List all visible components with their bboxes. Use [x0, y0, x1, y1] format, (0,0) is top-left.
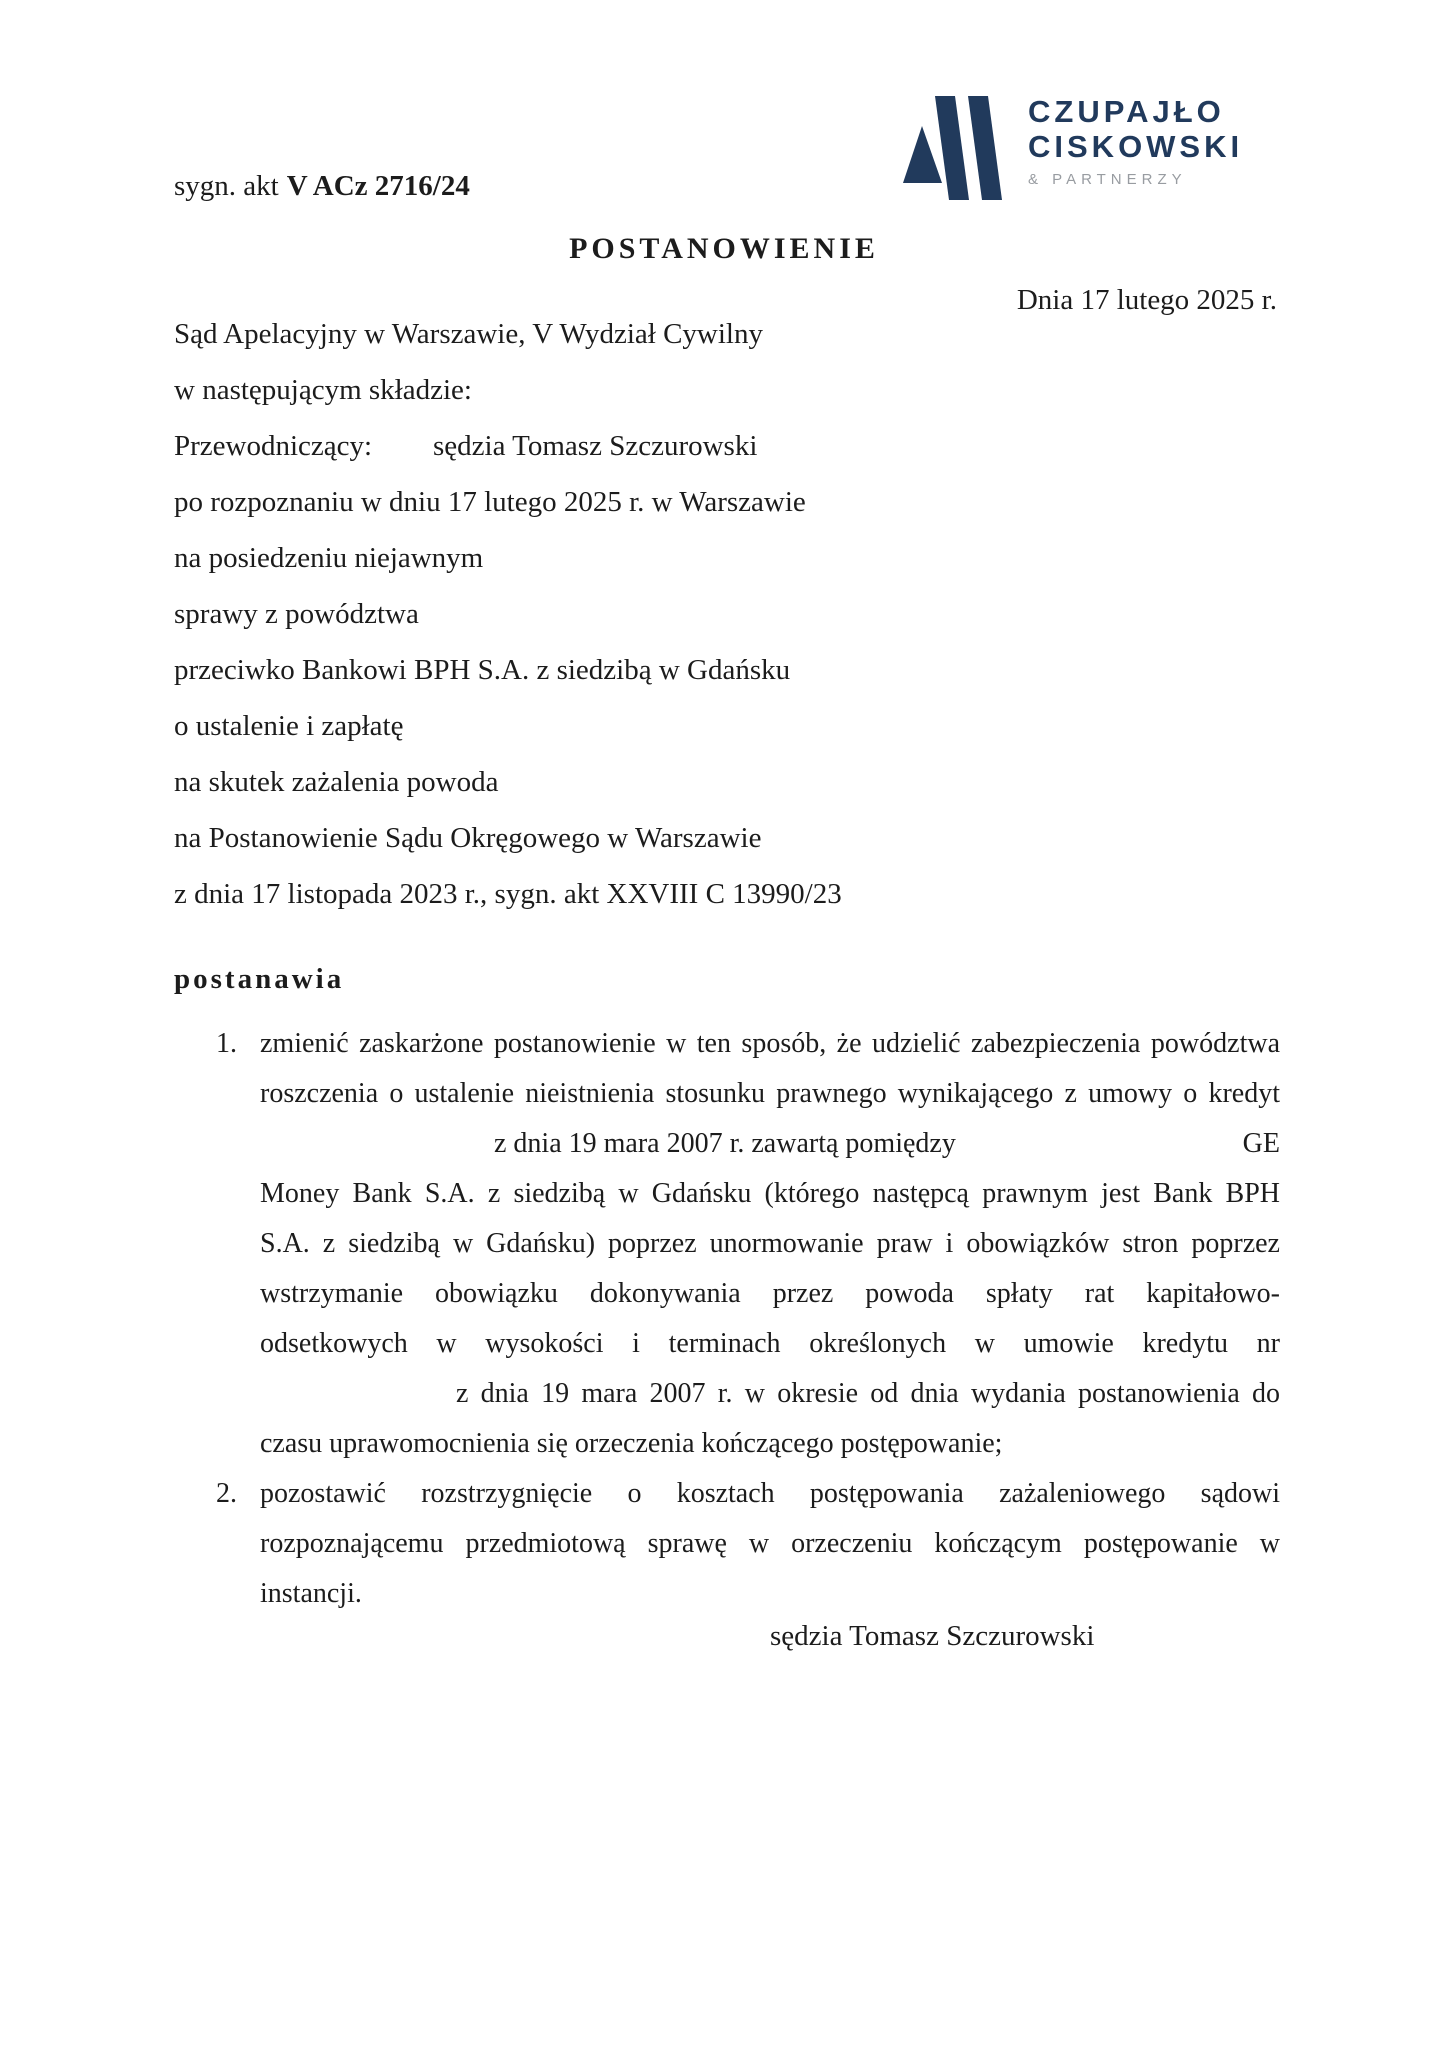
appeal-line: na skutek zażalenia powoda: [174, 766, 499, 798]
ruling-item-2-line-3: instancji.: [260, 1578, 362, 1609]
logo-mountains-icon: [893, 86, 1013, 204]
defendant-line: przeciwko Bankowi BPH S.A. z siedzibą w Gdańsku: [174, 654, 791, 686]
logo-subtitle: & PARTNERZY: [1028, 171, 1187, 188]
ruling-item-1-line-4: Money Bank S.A. z siedzibą w Gdańsku (którego następcą prawnym jest Bank BPH: [260, 1178, 1280, 1209]
ruling-item-1-line-5: S.A. z siedzibą w Gdańsku) poprzez unormowanie praw i obowiązków stron poprzez: [260, 1228, 1280, 1259]
presiding-judge: sędzia Tomasz Szczurowski: [433, 430, 758, 462]
redacted-contract-date: z dnia 19 mara 2007 r. zawartą pomiędzy: [494, 1128, 956, 1159]
ruling-item-1-line-7: odsetkowych w wysokości i terminach określonych w umowie kredytu nr: [260, 1328, 1280, 1359]
hearing-date-line: po rozpoznaniu w dniu 17 lutego 2025 r. w Warszawie: [174, 486, 806, 518]
ruling-item-2-line-1: 2. pozostawić rozstrzygnięcie o kosztach postępowania zażaleniowego sądowi: [174, 1469, 1280, 1519]
ruling-item-1-number: 1.: [216, 1028, 237, 1059]
ruling-item-1-line-1: 1. zmienić zaskarżone postanowienie w ten sposób, że udzielić zabezpieczenia powództwa: [174, 1019, 1280, 1069]
logo-name-line1: CZUPAJŁO: [1028, 94, 1225, 129]
ruling-item-1-line-2: roszczenia o ustalenie nieistnienia stosunku prawnego wynikającego z umowy o kredyt: [260, 1078, 1280, 1109]
logo-text: [1028, 86, 1243, 188]
ruling-item-2-number: 2.: [216, 1478, 237, 1509]
claim-subject-line: o ustalenie i zapłatę: [174, 710, 404, 742]
ruling-item-1-line-6: wstrzymanie obowiązku dokonywania przez powoda spłaty rat kapitałowo-: [260, 1278, 1280, 1309]
judge-signature: sędzia Tomasz Szczurowski: [770, 1620, 1095, 1652]
case-number: V ACz 2716/24: [286, 170, 470, 202]
redacted-bank-name-head: GE: [1242, 1128, 1280, 1159]
law-firm-logo: [893, 86, 1243, 204]
ruling-keyword: postanawia: [174, 963, 345, 995]
panel-line: w następującym składzie:: [174, 374, 472, 406]
ruling-item-1-line-3: [174, 1119, 1280, 1169]
case-reference-label: sygn. akt: [174, 170, 279, 202]
appealed-decision-ref-line: z dnia 17 listopada 2023 r., sygn. akt XXVIII C 13990/23: [174, 878, 842, 910]
appealed-decision-line: na Postanowienie Sądu Okręgowego w Warszawie: [174, 822, 762, 854]
date-line: Dnia 17 lutego 2025 r.: [1016, 284, 1277, 316]
intro-block: [174, 306, 1280, 922]
ruling-item-2-line-2: rozpoznającemu przedmiotową sprawę w orzeczeniu kończącym postępowanie w: [260, 1528, 1280, 1559]
ruling-item-1-line-9: czasu uprawomocnienia się orzeczenia kończącego postępowanie;: [260, 1428, 1003, 1459]
case-reference: [174, 170, 470, 203]
logo-name-line2: CISKOWSKI: [1028, 129, 1244, 164]
document-title: POSTANOWIENIE: [569, 232, 879, 265]
presiding-label: Przewodniczący:: [174, 430, 373, 462]
ruling-list: [174, 1019, 1280, 1619]
presiding-line: [174, 418, 1280, 474]
case-of-line: sprawy z powództwa: [174, 598, 419, 630]
court-name-line: Sąd Apelacyjny w Warszawie, V Wydział Cywilny: [174, 318, 763, 350]
session-type-line: na posiedzeniu niejawnym: [174, 542, 484, 574]
ruling-item-1-line-8: z dnia 19 mara 2007 r. w okresie od dnia wydania postanowienia do: [456, 1378, 1280, 1409]
